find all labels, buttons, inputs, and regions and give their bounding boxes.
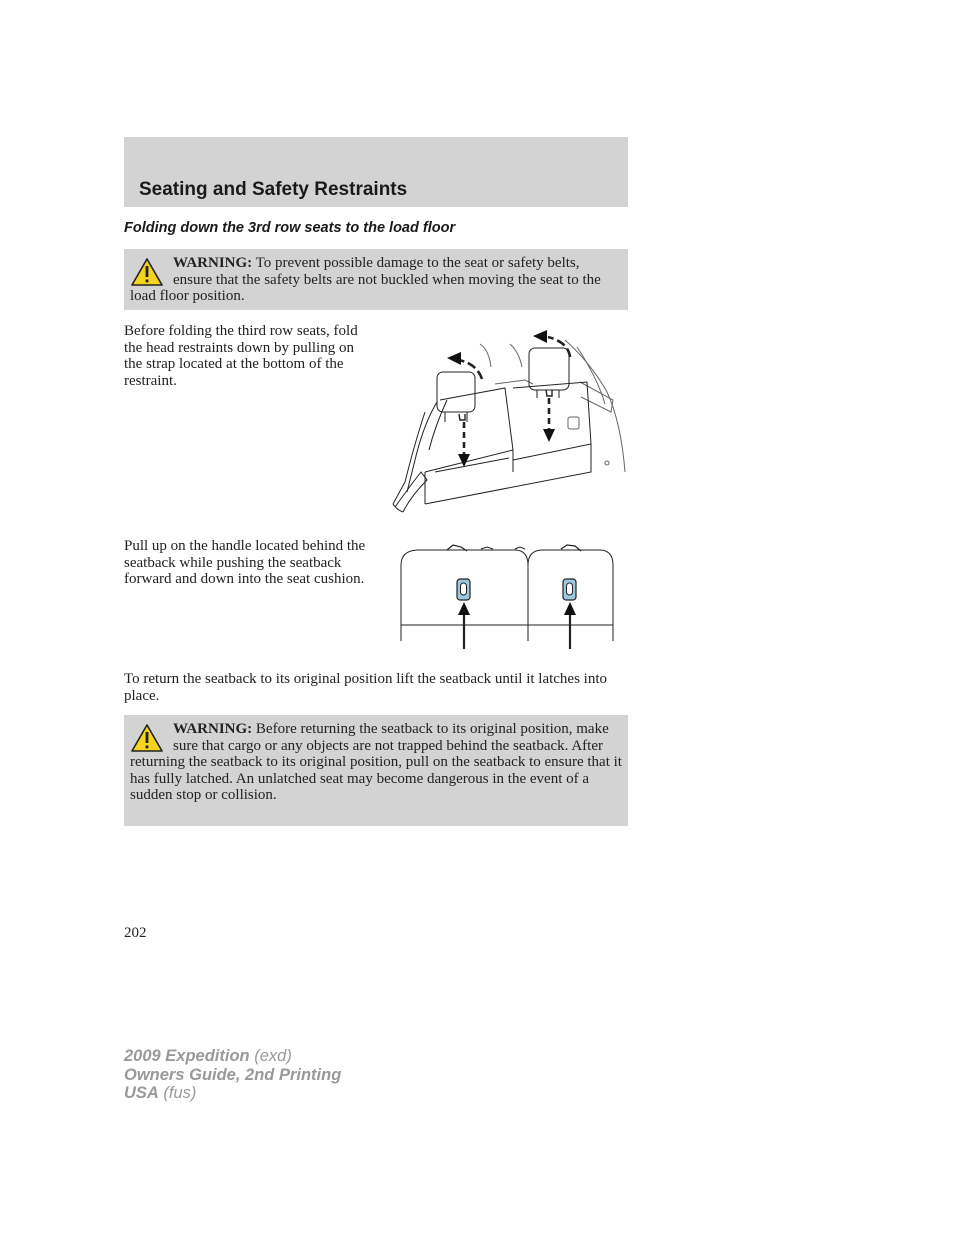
section-header-band bbox=[124, 137, 628, 207]
warning-label: WARNING: bbox=[173, 255, 253, 271]
warning-text-1 bbox=[130, 255, 622, 305]
warning-body: To prevent possible damage to the seat or safety belts, ensure that the safety belts are not buckled when moving the seat to the load floor position. bbox=[130, 255, 601, 304]
instruction-return-seatback: To return the seatback to its original position lift the seatback until it latches into place. bbox=[124, 671, 608, 704]
warning-triangle-icon bbox=[130, 257, 164, 287]
head-restraint-fold-illustration bbox=[385, 322, 630, 514]
subheading: Folding down the 3rd row seats to the load floor bbox=[124, 220, 456, 236]
footer-line-1: 2009 Expedition (exd) bbox=[124, 1047, 292, 1065]
warning-body: Before returning the seatback to its original position, make sure that cargo or any objects are not trapped behind the seatback. After returning the seatback to its original position, pull on the seatback to ensure that it has fully latched. An unlatched seat may become dangerous in the event of a sudden stop or collision. bbox=[130, 721, 622, 803]
seatback-handle-illustration bbox=[395, 543, 620, 653]
instruction-head-restraints: Before folding the third row seats, fold the head restraints down by pulling on the strap located at the bottom of the restraint. bbox=[124, 323, 358, 389]
section-title: Seating and Safety Restraints bbox=[139, 179, 408, 200]
instruction-seatback-handle: Pull up on the handle located behind the seatback while pushing the seatback forward and down into the seat cushion. bbox=[124, 538, 366, 587]
document-footer bbox=[124, 1047, 341, 1103]
warning-box-1 bbox=[124, 249, 628, 310]
footer-line-2: Owners Guide, 2nd Printing bbox=[124, 1065, 342, 1084]
warning-text-2 bbox=[130, 721, 622, 804]
warning-label: WARNING: bbox=[173, 721, 253, 737]
warning-box-2 bbox=[124, 715, 628, 826]
page-number: 202 bbox=[124, 925, 147, 941]
warning-triangle-icon bbox=[130, 723, 164, 753]
footer-line-3: USA (fus) bbox=[124, 1084, 197, 1102]
